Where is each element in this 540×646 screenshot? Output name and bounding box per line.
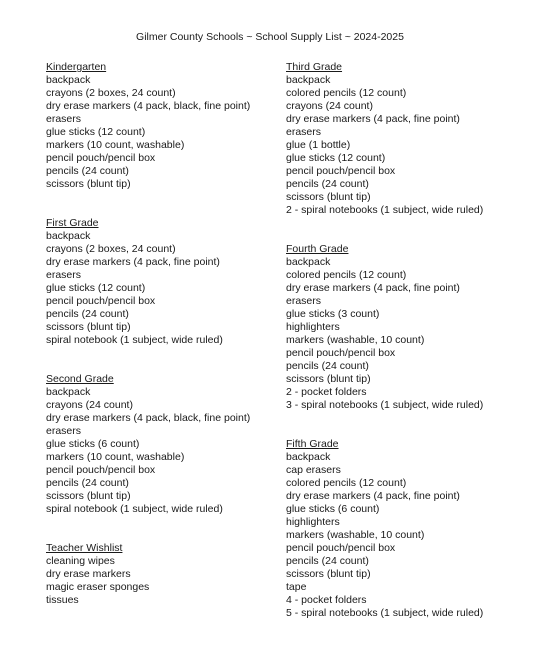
supply-section	[46, 61, 276, 191]
section-heading: First Grade	[46, 217, 99, 229]
supply-item: backpack	[286, 451, 331, 463]
supply-item: pencils (24 count)	[46, 477, 129, 489]
supply-item: magic eraser sponges	[46, 581, 150, 593]
supply-item: 2 - pocket folders	[286, 386, 367, 398]
supply-item: crayons (2 boxes, 24 count)	[46, 87, 176, 99]
supply-item: dry erase markers (4 pack, black, fine point)	[46, 412, 251, 424]
supply-list	[286, 256, 536, 412]
supply-item: crayons (24 count)	[286, 100, 373, 112]
supply-item: scissors (blunt tip)	[286, 373, 371, 385]
supply-item: colored pencils (12 count)	[286, 87, 407, 99]
right-column	[286, 61, 536, 646]
supply-item: crayons (2 boxes, 24 count)	[46, 243, 176, 255]
supply-item: cap erasers	[286, 464, 341, 476]
supply-item: scissors (blunt tip)	[46, 321, 131, 333]
supply-list	[46, 74, 276, 191]
supply-section	[46, 542, 276, 607]
supply-item: pencils (24 count)	[46, 165, 129, 177]
page-title: Gilmer County Schools ~ School Supply List ~ 2024-2025	[136, 31, 404, 43]
supply-item: crayons (24 count)	[46, 399, 133, 411]
supply-item: scissors (blunt tip)	[286, 191, 371, 203]
supply-item: pencil pouch/pencil box	[286, 542, 396, 554]
supply-list	[286, 451, 536, 620]
supply-item: erasers	[286, 126, 322, 138]
supply-item: highlighters	[286, 516, 340, 528]
supply-item: erasers	[46, 269, 82, 281]
supply-item: pencil pouch/pencil box	[46, 295, 156, 307]
supply-item: tissues	[46, 594, 79, 606]
supply-item: pencil pouch/pencil box	[286, 165, 396, 177]
supply-section	[286, 438, 536, 620]
section-heading: Fourth Grade	[286, 243, 349, 255]
supply-item: pencil pouch/pencil box	[286, 347, 396, 359]
supply-list	[46, 555, 276, 607]
supply-item: backpack	[46, 74, 91, 86]
supply-item: 2 - spiral notebooks (1 subject, wide ruled)	[286, 204, 484, 216]
section-heading: Fifth Grade	[286, 438, 339, 450]
supply-item: scissors (blunt tip)	[46, 178, 131, 190]
left-column	[46, 61, 276, 633]
supply-item: backpack	[286, 74, 331, 86]
supply-item: 3 - spiral notebooks (1 subject, wide ruled)	[286, 399, 484, 411]
supply-item: spiral notebook (1 subject, wide ruled)	[46, 503, 223, 515]
supply-item: colored pencils (12 count)	[286, 477, 407, 489]
supply-item: glue sticks (6 count)	[286, 503, 380, 515]
supply-section	[46, 217, 276, 347]
section-heading: Second Grade	[46, 373, 114, 385]
supply-item: markers (10 count, washable)	[46, 451, 185, 463]
supply-item: scissors (blunt tip)	[286, 568, 371, 580]
supply-item: erasers	[46, 113, 82, 125]
supply-section	[46, 373, 276, 516]
supply-item: highlighters	[286, 321, 340, 333]
supply-item: pencils (24 count)	[46, 308, 129, 320]
supply-item: cleaning wipes	[46, 555, 115, 567]
section-heading: Teacher Wishlist	[46, 542, 123, 554]
supply-item: dry erase markers (4 pack, fine point)	[286, 490, 460, 502]
section-heading: Kindergarten	[46, 61, 107, 73]
supply-item: 4 - pocket folders	[286, 594, 367, 606]
supply-item: glue sticks (3 count)	[286, 308, 380, 320]
supply-section	[286, 243, 536, 412]
supply-list	[46, 386, 276, 516]
supply-list	[286, 74, 536, 217]
supply-item: glue sticks (12 count)	[46, 126, 146, 138]
supply-item: backpack	[286, 256, 331, 268]
supply-item: pencils (24 count)	[286, 555, 369, 567]
supply-item: markers (10 count, washable)	[46, 139, 185, 151]
supply-item: pencil pouch/pencil box	[46, 152, 156, 164]
supply-item: dry erase markers (4 pack, fine point)	[286, 113, 460, 125]
supply-item: 5 - spiral notebooks (1 subject, wide ruled)	[286, 607, 484, 619]
section-heading: Third Grade	[286, 61, 343, 73]
supply-item: pencil pouch/pencil box	[46, 464, 156, 476]
supply-item: backpack	[46, 230, 91, 242]
supply-item: glue sticks (12 count)	[46, 282, 146, 294]
supply-item: glue sticks (12 count)	[286, 152, 386, 164]
supply-item: backpack	[46, 386, 91, 398]
supply-item: dry erase markers (4 pack, black, fine point)	[46, 100, 251, 112]
supply-item: markers (washable, 10 count)	[286, 529, 425, 541]
supply-item: pencils (24 count)	[286, 178, 369, 190]
supply-item: erasers	[286, 295, 322, 307]
supply-item: colored pencils (12 count)	[286, 269, 407, 281]
supply-item: spiral notebook (1 subject, wide ruled)	[46, 334, 223, 346]
supply-item: glue sticks (6 count)	[46, 438, 140, 450]
supply-item: dry erase markers (4 pack, fine point)	[46, 256, 220, 268]
supply-item: dry erase markers	[46, 568, 131, 580]
supply-item: glue (1 bottle)	[286, 139, 351, 151]
supply-item: pencils (24 count)	[286, 360, 369, 372]
supply-section	[286, 61, 536, 217]
supply-item: erasers	[46, 425, 82, 437]
supply-item: dry erase markers (4 pack, fine point)	[286, 282, 460, 294]
supply-item: tape	[286, 581, 307, 593]
supply-list	[46, 230, 276, 347]
supply-item: markers (washable, 10 count)	[286, 334, 425, 346]
supply-item: scissors (blunt tip)	[46, 490, 131, 502]
